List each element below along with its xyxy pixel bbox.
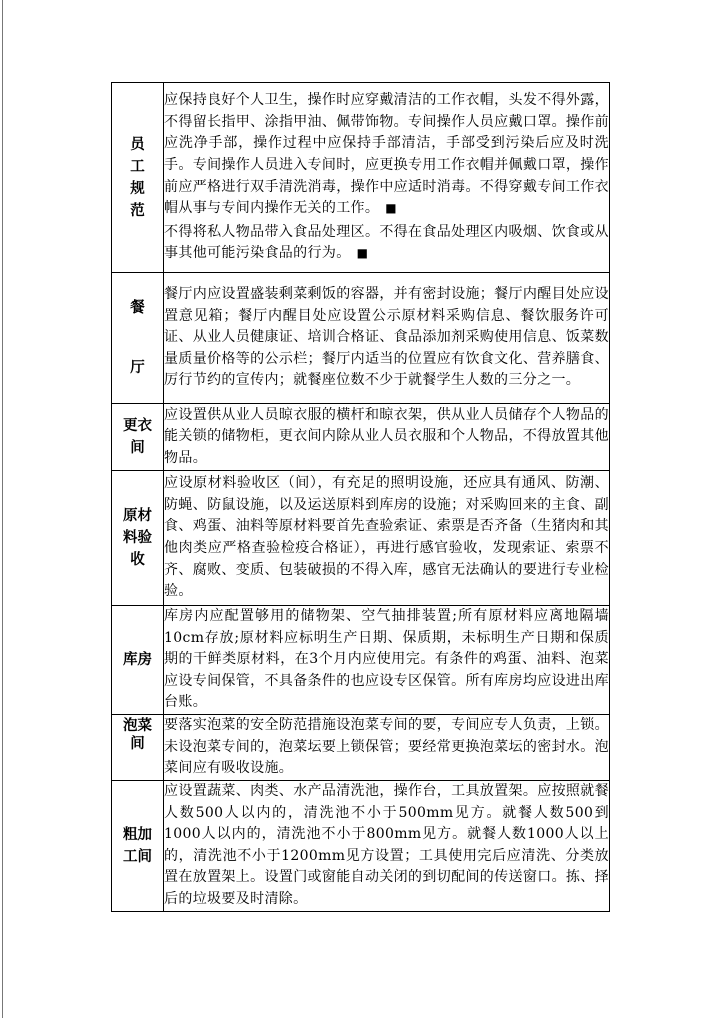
paragraph-text: 应设原材料验收区（间），有充足的照明设施，还应具有通风、防潮、防蝇、防鼠设施，以及运送原料到库房的设施；对采购回来的主食、副食、鸡蛋、油料等原材料要首先查验索证、索票是否齐备（生猪肉和其他肉类应严格查验检疫合格证），再进行感官验收，发现索证、索票不齐、腐败、变质、包装破损的不得入库，感官无法确认的要进行专业检验。 — [164, 475, 609, 600]
label-line: 泡菜 — [123, 716, 152, 734]
row-content-storeroom — [164, 606, 610, 715]
table-row-storeroom — [112, 606, 610, 715]
label-line: 粗加 — [123, 825, 152, 843]
label-line: 工间 — [123, 847, 152, 865]
row-label-locker-room — [112, 404, 164, 471]
label-line: 原材 — [123, 507, 152, 524]
label-line: 收 — [130, 551, 145, 568]
label-line: 料验 — [123, 529, 152, 546]
paragraph — [164, 90, 609, 220]
label-line: 工 — [130, 157, 145, 175]
regulation-table — [111, 82, 610, 912]
row-content-locker-room — [164, 404, 610, 471]
row-content-pickle-room — [164, 714, 610, 780]
label-line: 餐 — [130, 299, 145, 316]
paragraph-text: 不得将私人物品带入食品处理区。不得在食品处理区内吸烟、饮食或从事其他可能污染食品的行为。 — [164, 223, 609, 262]
row-label-staff-rules — [112, 83, 164, 273]
row-content-material-inspection — [164, 471, 610, 606]
table-row-locker-room — [112, 404, 610, 471]
label-line: 范 — [130, 201, 145, 219]
label-line: 间 — [130, 439, 145, 456]
row-content-dining-hall — [164, 273, 610, 404]
row-label-dining-hall — [112, 273, 164, 404]
row-label-rough-processing — [112, 780, 164, 911]
paragraph-text: 应设置蔬菜、肉类、水产品清洗池，操作台，工具放置架。应按照就餐人数500人以内的，清洗池不小于500mm见方。就餐人数500到1000人以内的，清洗池不小于800mm见方。就餐人数1000人以上的，清洗池不小于1200mm见方设置；工具使用完后应清洗、分类放置在放置架上。设置门或窗能自动关闭的到切配间的传送窗口。拣、择后的垃圾要及时清除。 — [164, 782, 609, 907]
paragraph-text: 应设置供从业人员晾衣服的横杆和晾衣架，供从业人员储存个人物品的能关锁的储物柜，更衣间内除从业人员衣服和个人物品，不得放置其他物品。 — [164, 406, 609, 466]
row-label-storeroom — [112, 606, 164, 715]
label-line: 厅 — [130, 359, 145, 376]
row-label-pickle-room — [112, 714, 164, 780]
page-edge — [2, 0, 3, 1018]
label-line: 库房 — [123, 650, 152, 668]
paragraph-text: 餐厅内应设置盛装剩菜剩饭的容器，并有密封设施；餐厅内醒目处应设置意见箱；餐厅内醒目处应设置公示原材料采购信息、餐饮服务许可证、从业人员健康证、培训合格证、食品添加剂采购使用信息、饭菜数量质量价格等的公示栏；餐厅内适当的位置应有饮食文化、营养膳食、厉行节约的宣传内；就餐座位数不少于就餐学生人数的三分之一。 — [164, 286, 609, 389]
label-line: 规 — [130, 179, 145, 197]
square-mark-icon: ■ — [356, 246, 369, 261]
table-row-dining-hall — [112, 273, 610, 404]
square-mark-icon: ■ — [385, 201, 397, 216]
label-line: 更衣 — [123, 417, 152, 434]
label-line: 员 — [130, 135, 145, 153]
row-content-staff-rules — [164, 83, 610, 273]
table-row-pickle-room — [112, 714, 610, 780]
label-line: 间 — [130, 734, 145, 752]
table-row-rough-processing — [112, 780, 610, 911]
row-content-rough-processing — [164, 780, 610, 911]
paragraph — [164, 222, 609, 265]
row-label-material-inspection — [112, 471, 164, 606]
paragraph-text: 库房内应配置够用的储物架、空气抽排装置;所有原材料应离地隔墙10cm存放;原材料应标明生产日期、保质期，未标明生产日期和保质期的干鲜类原材料，在3个月内应使用完。有条件的鸡蛋、油料、泡菜应设专间保管，不具备条件的也应设专区保管。所有库房均应设进出库台账。 — [164, 608, 609, 711]
paragraph-text: 要落实泡菜的安全防范措施设泡菜专间的要，专间应专人负责，上锁。未设泡菜专间的，泡菜坛要上锁保管；要经常更换泡菜坛的密封水。泡菜间应有吸收设施。 — [164, 717, 609, 777]
table-row-material-inspection — [112, 471, 610, 606]
table-row-staff-rules — [112, 83, 610, 273]
paragraph-text: 应保持良好个人卫生，操作时应穿戴清洁的工作衣帽，头发不得外露，不得留长指甲、涂指甲油、佩带饰物。专间操作人员应戴口罩。操作前应洗净手部，操作过程中应保持手部清洁，手部受到污染后应及时洗手。专间操作人员进入专间时，应更换专用工作衣帽并佩戴口罩，操作前应严格进行双手清洗消毒，操作中应适时消毒。不得穿戴专间工作衣帽从事与专间内操作无关的工作。 — [164, 92, 609, 217]
